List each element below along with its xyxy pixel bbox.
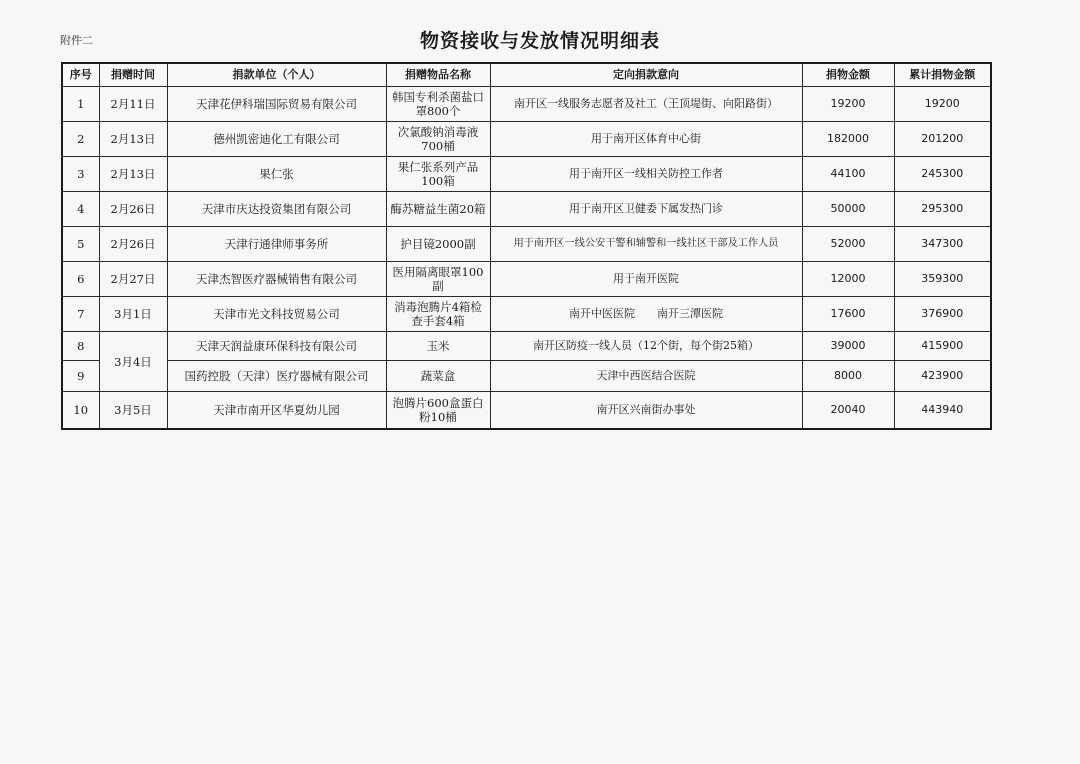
table-row <box>62 392 991 430</box>
cell-item: 玉米 <box>386 332 490 361</box>
table-row <box>62 122 991 157</box>
col-header-amount: 捐物金额 <box>802 63 894 87</box>
cell-date: 3月4日 <box>99 332 167 392</box>
col-header-item: 捐赠物品名称 <box>386 63 490 87</box>
cell-amount: 12000 <box>802 262 894 297</box>
cell-item: 护目镜2000副 <box>386 227 490 262</box>
cell-purpose: 用于南开区卫健委下属发热门诊 <box>490 192 802 227</box>
cell-amount: 20040 <box>802 392 894 430</box>
cell-no: 5 <box>62 227 99 262</box>
cell-donor: 天津市庆达投资集团有限公司 <box>167 192 386 227</box>
cell-amount: 19200 <box>802 87 894 122</box>
cell-purpose: 天津中西医结合医院 <box>490 361 802 392</box>
annex-label: 附件二 <box>60 34 93 47</box>
cell-item: 酶苏糖益生菌20箱 <box>386 192 490 227</box>
cell-donor: 天津花伊科瑞国际贸易有限公司 <box>167 87 386 122</box>
cell-cumulative: 295300 <box>894 192 991 227</box>
cell-purpose: 南开区一线服务志愿者及社工（王顶堤街、向阳路街） <box>490 87 802 122</box>
cell-donor: 德州凯密迪化工有限公司 <box>167 122 386 157</box>
cell-item: 消毒泡腾片4箱检查手套4箱 <box>386 297 490 332</box>
col-header-purpose: 定向捐款意向 <box>490 63 802 87</box>
cell-purpose: 南开区防疫一线人员（12个街，每个街25箱） <box>490 332 802 361</box>
cell-date: 2月13日 <box>99 157 167 192</box>
cell-item: 果仁张系列产品100箱 <box>386 157 490 192</box>
cell-cumulative: 443940 <box>894 392 991 430</box>
cell-donor: 天津市南开区华夏幼儿园 <box>167 392 386 430</box>
cell-donor: 天津天润益康环保科技有限公司 <box>167 332 386 361</box>
table-row <box>62 297 991 332</box>
cell-cumulative: 359300 <box>894 262 991 297</box>
cell-cumulative: 423900 <box>894 361 991 392</box>
cell-no: 2 <box>62 122 99 157</box>
cell-amount: 182000 <box>802 122 894 157</box>
col-header-cumulative: 累计捐物金额 <box>894 63 991 87</box>
cell-purpose: 南开中医医院 南开三潭医院 <box>490 297 802 332</box>
cell-donor: 天津市光文科技贸易公司 <box>167 297 386 332</box>
cell-no: 10 <box>62 392 99 430</box>
cell-donor: 天津杰智医疗器械销售有限公司 <box>167 262 386 297</box>
cell-purpose: 用于南开医院 <box>490 262 802 297</box>
cell-amount: 8000 <box>802 361 894 392</box>
cell-donor: 国药控股（天津）医疗器械有限公司 <box>167 361 386 392</box>
cell-date: 2月26日 <box>99 192 167 227</box>
col-header-no: 序号 <box>62 63 99 87</box>
cell-date: 2月26日 <box>99 227 167 262</box>
table-row <box>62 87 991 122</box>
table-row <box>62 227 991 262</box>
cell-no: 9 <box>62 361 99 392</box>
cell-cumulative: 347300 <box>894 227 991 262</box>
cell-no: 1 <box>62 87 99 122</box>
table-row <box>62 192 991 227</box>
cell-no: 6 <box>62 262 99 297</box>
cell-purpose: 用于南开区一线相关防控工作者 <box>490 157 802 192</box>
cell-no: 3 <box>62 157 99 192</box>
cell-date: 2月27日 <box>99 262 167 297</box>
cell-cumulative: 201200 <box>894 122 991 157</box>
cell-amount: 50000 <box>802 192 894 227</box>
cell-purpose: 用于南开区体育中心街 <box>490 122 802 157</box>
cell-date: 2月13日 <box>99 122 167 157</box>
cell-purpose: 用于南开区一线公安干警和辅警和一线社区干部及工作人员 <box>490 227 802 262</box>
cell-date: 3月1日 <box>99 297 167 332</box>
table-row <box>62 262 991 297</box>
table-row <box>62 332 991 361</box>
donation-table <box>61 62 992 430</box>
cell-cumulative: 245300 <box>894 157 991 192</box>
cell-cumulative: 376900 <box>894 297 991 332</box>
cell-item: 泡腾片600盒蛋白粉10桶 <box>386 392 490 430</box>
cell-amount: 39000 <box>802 332 894 361</box>
cell-cumulative: 19200 <box>894 87 991 122</box>
cell-purpose: 南开区兴南街办事处 <box>490 392 802 430</box>
cell-no: 8 <box>62 332 99 361</box>
cell-no: 4 <box>62 192 99 227</box>
cell-date: 3月5日 <box>99 392 167 430</box>
cell-amount: 52000 <box>802 227 894 262</box>
cell-item: 次氯酸钠消毒液700桶 <box>386 122 490 157</box>
cell-item: 韩国专利杀菌盐口罩800个 <box>386 87 490 122</box>
cell-item: 医用隔离眼罩100副 <box>386 262 490 297</box>
cell-amount: 17600 <box>802 297 894 332</box>
cell-item: 蔬菜盒 <box>386 361 490 392</box>
header-row <box>62 63 991 87</box>
table-row <box>62 361 991 392</box>
cell-date: 2月11日 <box>99 87 167 122</box>
cell-no: 7 <box>62 297 99 332</box>
col-header-donor: 捐款单位（个人） <box>167 63 386 87</box>
table-row <box>62 157 991 192</box>
cell-cumulative: 415900 <box>894 332 991 361</box>
cell-donor: 果仁张 <box>167 157 386 192</box>
cell-donor: 天津行通律师事务所 <box>167 227 386 262</box>
page-title: 物资接收与发放情况明细表 <box>419 30 660 52</box>
col-header-date: 捐赠时间 <box>99 63 167 87</box>
cell-amount: 44100 <box>802 157 894 192</box>
